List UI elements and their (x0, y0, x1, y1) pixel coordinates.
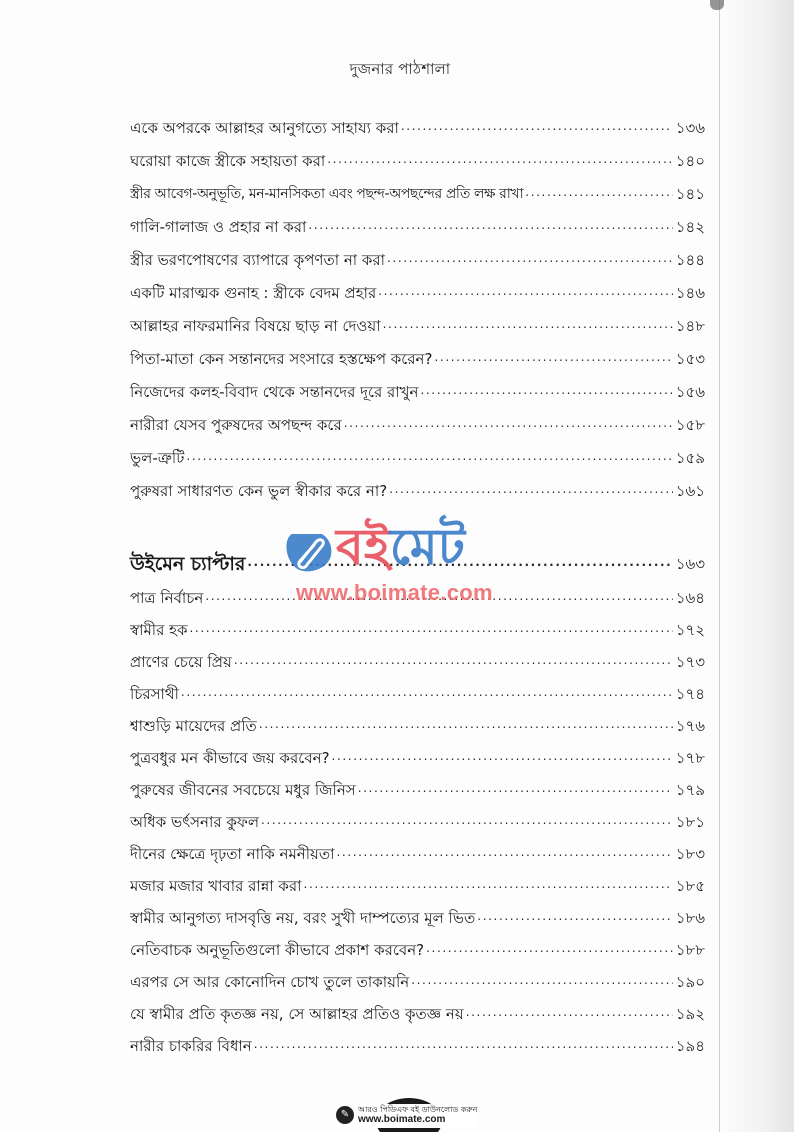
toc-entry-title: স্ত্রীর আবেগ-অনুভূতি, মন-মানসিকতা এবং পছন্দ-অপছন্দের প্রতি লক্ষ রাখা (130, 186, 524, 202)
dot-leader (358, 780, 673, 800)
chapter-title: উইমেন চ্যাপ্টার (130, 553, 246, 575)
chapter-page: ১৬৩ (675, 555, 705, 573)
toc-entry-title: পুত্রবধুর মন কীভাবে জয় করবেন? (130, 749, 330, 767)
toc-entry (130, 998, 705, 1024)
dot-leader (234, 652, 673, 672)
toc-entry-title: চিরসাথী (130, 685, 179, 703)
dot-leader (181, 684, 673, 704)
dot-leader (304, 876, 673, 896)
dot-leader (186, 448, 673, 468)
toc-entry-page: ১৫৯ (675, 449, 705, 467)
toc-entry-page: ১৪৮ (675, 317, 705, 335)
dot-leader (190, 620, 674, 640)
toc-entry (130, 710, 705, 736)
toc-entry (130, 343, 705, 369)
toc-entry (130, 145, 705, 171)
toc-entry (130, 442, 705, 468)
dot-leader (389, 481, 673, 501)
toc-entry-title: একে অপরকে আল্লাহর আনুগত্যে সাহায্য করা (130, 119, 399, 137)
toc-entry-title: ভুল-ত্রুটি (130, 449, 185, 467)
toc-entry-title: পাত্র নির্বাচন (130, 589, 204, 607)
toc-entry (130, 582, 705, 608)
page-edge-shadow (718, 0, 800, 1132)
toc-entry-page: ১৩৬ (675, 119, 705, 137)
toc-entry-page: ১৭৯ (675, 781, 705, 799)
toc-entry-page: ১৭৬ (675, 717, 705, 735)
dot-leader (426, 940, 673, 960)
toc-entry-page: ১৭৮ (675, 749, 705, 767)
toc-entry (130, 376, 705, 402)
toc-entry (130, 678, 705, 704)
toc-entry-page: ১৯৪ (675, 1037, 705, 1055)
dot-leader (420, 382, 673, 402)
toc-entry-title: দীনের ক্ষেত্রে দৃঢ়তা নাকি নমনীয়তা (130, 845, 335, 863)
watermark-brand-part1: বই (336, 518, 390, 576)
toc-entry (130, 838, 705, 864)
toc-entry (130, 646, 705, 672)
toc-entry (130, 277, 705, 303)
toc-entry-page: ১৮৩ (675, 845, 705, 863)
boimate-logo-icon: ✎ (336, 1106, 354, 1124)
toc-entry-title: পুরুষরা সাধারণত কেন ভুল স্বীকার করে না? (130, 482, 388, 500)
dot-leader (254, 1036, 673, 1056)
dot-leader (378, 283, 673, 303)
footer-stamp-text: আরও পিডিএফ বই ডাউনলোড করুন (358, 1105, 478, 1114)
toc-entry-title: স্বামীর হক (130, 621, 188, 639)
toc-entry-title: গালি-গালাজ ও প্রহার না করা (130, 218, 307, 236)
toc-entry (130, 902, 705, 928)
toc-entry-title: স্ত্রীর ভরণপোষণের ব্যাপারে কৃপণতা না করা (130, 251, 385, 269)
toc-entry-title: এরপর সে আর কোনোদিন চোখ তুলে তাকায়নি (130, 973, 410, 991)
toc-entry-title: ঘরোয়া কাজে স্ত্রীকে সহায়তা করা (130, 152, 326, 170)
toc-entry-page: ১৫৩ (675, 350, 705, 368)
dot-leader (387, 250, 673, 270)
toc-entry-title: স্বামীর আনুগত্য দাসবৃত্তি নয়, বরং সুখী দাম্পত্যের মূল ভিত (130, 909, 476, 927)
dot-leader (466, 1004, 673, 1024)
toc-entry (130, 870, 705, 896)
toc-entry-title: শ্বাশুড়ি মায়েদের প্রতি (130, 717, 257, 735)
toc-entry-page: ১৮১ (675, 813, 705, 831)
toc-entry-page: ১৪০ (675, 152, 705, 170)
dot-leader (477, 908, 673, 928)
dot-leader (401, 118, 673, 138)
toc-entry-page: ১৮৫ (675, 877, 705, 895)
dot-leader (332, 748, 673, 768)
toc-entry (130, 409, 705, 435)
footer-stamp-url[interactable]: www.boimate.com (358, 1114, 446, 1125)
toc-entry-page: ১৬৪ (675, 589, 705, 607)
toc-entry-title: আল্লাহর নাফরমানির বিষয়ে ছাড় না দেওয়া (130, 317, 381, 335)
toc-entry-title: যে স্বামীর প্রতি কৃতজ্ঞ নয়, সে আল্লাহর প্রতিও কৃতজ্ঞ নয় (130, 1005, 464, 1023)
toc-entry (130, 1030, 705, 1056)
toc-chapter-heading (130, 544, 705, 574)
dot-leader (525, 184, 673, 204)
toc-entry-title: নারীর চাকরির বিধান (130, 1037, 252, 1055)
toc-entry (130, 310, 705, 336)
toc-entry-title: অধিক ভর্ৎসনার কুফল (130, 813, 260, 831)
toc-entry-page: ১৪২ (675, 218, 705, 236)
toc-entry (130, 966, 705, 992)
toc-entry-page: ১৭৩ (675, 653, 705, 671)
dot-leader (205, 588, 673, 608)
toc-entry-title: নারীরা যেসব পুরুষদের অপছন্দ করে (130, 416, 342, 434)
toc-entry-page: ১৬১ (675, 482, 705, 500)
dot-leader (383, 316, 673, 336)
dot-leader (327, 151, 673, 171)
toc-entry (130, 806, 705, 832)
dot-leader (344, 415, 673, 435)
toc-entry (130, 774, 705, 800)
toc-entry (130, 475, 705, 501)
toc-entry-title: পিতা-মাতা কেন সন্তানদের সংসারে হস্তক্ষেপ করেন? (130, 350, 433, 368)
toc-entry-title: নেতিবাচক অনুভূতিগুলো কীভাবে প্রকাশ করবেন? (130, 941, 425, 959)
toc-entry-page: ১৪৪ (675, 251, 705, 269)
dot-leader (434, 349, 673, 369)
toc-entry (130, 178, 705, 204)
footer-stamp (336, 1096, 476, 1132)
watermark-url: www.boimate.com (296, 580, 493, 605)
toc-entry-page: ১৫৬ (675, 383, 705, 401)
dot-leader (259, 716, 673, 736)
toc-entry (130, 742, 705, 768)
toc-entry-title: নিজেদের কলহ-বিবাদ থেকে সন্তানদের দূরে রাখুন (130, 383, 419, 401)
toc-entry-page: ১৫৮ (675, 416, 705, 434)
dot-leader (247, 554, 673, 574)
toc-entry (130, 614, 705, 640)
toc-entry (130, 934, 705, 960)
toc-entry-title: একটি মারাত্মক গুনাহ : স্ত্রীকে বেদম প্রহার (130, 284, 377, 302)
toc-entry-title: পুরুষের জীবনের সবচেয়ে মধুর জিনিস (130, 781, 356, 799)
toc-entry (130, 211, 705, 237)
toc-entry-page: ১৯০ (675, 973, 705, 991)
toc-entry-page: ১৮৮ (675, 941, 705, 959)
toc-entry-page: ১৮৬ (675, 909, 705, 927)
dot-leader (336, 844, 673, 864)
toc-entry-title: প্রাণের চেয়ে প্রিয় (130, 653, 232, 671)
dot-leader (308, 217, 673, 237)
running-header: দুজনার পাঠশালা (349, 60, 451, 78)
watermark-brand-part2: মেট (389, 518, 465, 576)
page-edge-line (719, 0, 720, 1132)
dot-leader (261, 812, 673, 832)
toc-entry (130, 244, 705, 270)
toc-entry-page: ১৯২ (675, 1005, 705, 1023)
toc-entry (130, 112, 705, 138)
toc-entry-page: ১৪৬ (675, 284, 705, 302)
toc-entry-title: মজার মজার খাবার রান্না করা (130, 877, 302, 895)
toc-entry-page: ১৭৪ (675, 685, 705, 703)
dot-leader (411, 972, 673, 992)
binding-mark (710, 0, 724, 10)
toc-entry-page: ১৪১ (675, 185, 705, 203)
toc-entry-page: ১৭২ (675, 621, 705, 639)
